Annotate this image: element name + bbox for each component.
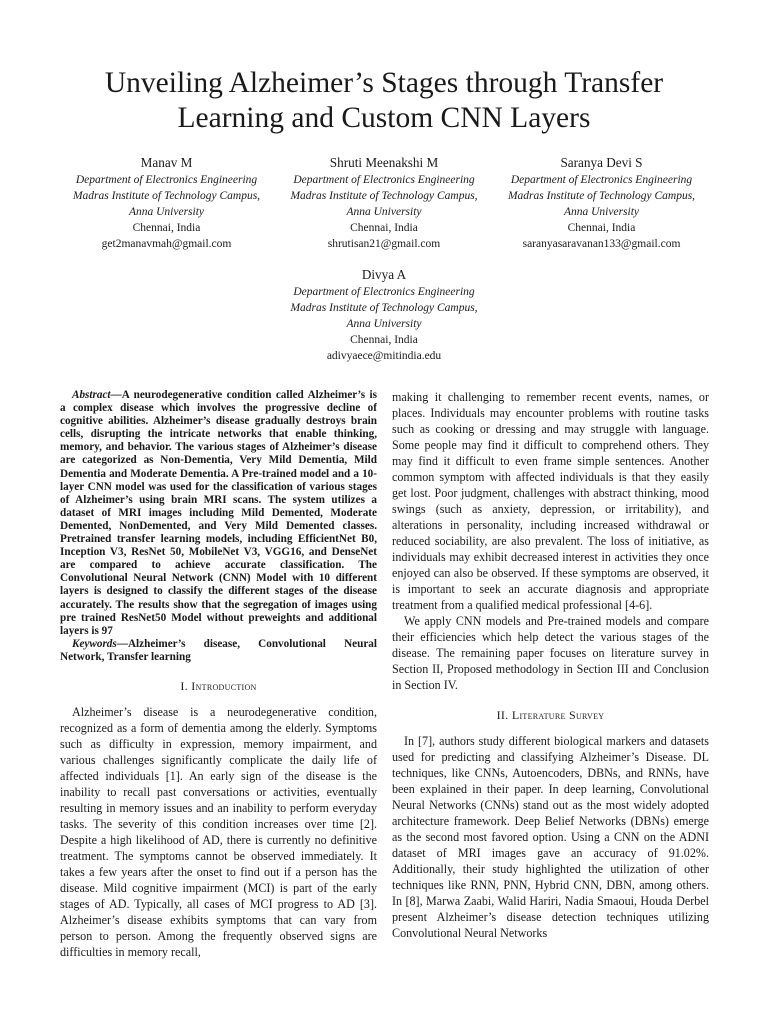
paper-title	[40, 66, 728, 136]
author-block	[58, 154, 275, 252]
author-university: Anna University	[346, 206, 422, 218]
author-block	[276, 154, 493, 252]
author-university: Anna University	[563, 206, 640, 218]
author-department: Department of Electronics Engineering	[510, 174, 693, 186]
author-name: Manav M	[140, 155, 193, 170]
author-university: Anna University	[128, 206, 205, 218]
author-institute: Madras Institute of Technology Campus,	[290, 302, 478, 314]
body-paragraph: Alzheimer’s disease is a neurodegenerative condition, recognized as a form of dementia among the elderly. Symptoms such as difficulty in expression, memory impairment, and various challenges significantly complicate the daily life of affected individuals [1]. An early sign of the disease is the inability to recall past conversations or activities, eventually resulting in memory issues and an inability to perform everyday tasks. The severity of this condition increases over time [2]. Despite a high likelihood of AD, there is currently no definitive treatment. The symptoms cannot be observed immediately. It takes a few years after the onset to find out if a person has the disease. Mild cognitive impairment (MCI) is part of the early stages of AD. Typically, all cases of MCI progress to AD [3]. Alzheimer’s disease exhibits symptoms that can vary from person to person. Among the frequently observed signs are difficulties in memory recall,	[60, 704, 377, 959]
author-email: get2manavmah@gmail.com	[101, 238, 232, 250]
author-block	[275, 266, 493, 364]
author-city: Chennai, India	[567, 222, 636, 234]
author-name: Shruti Meenakshi M	[329, 155, 439, 170]
keywords	[60, 638, 377, 664]
author-block	[493, 154, 710, 252]
keywords-text: —Alzheimer’s disease, Convolutional Neural Network, Transfer learning	[60, 637, 377, 663]
author-department: Department of Electronics Engineering	[75, 174, 258, 186]
author-institute: Madras Institute of Technology Campus,	[290, 190, 478, 202]
left-column	[60, 389, 377, 960]
section-heading	[60, 678, 377, 694]
author-name: Divya A	[361, 267, 407, 282]
abstract-label: Abstract	[72, 389, 111, 401]
author-email: adivyaece@mitindia.edu	[326, 350, 442, 362]
author-city: Chennai, India	[350, 222, 418, 234]
section-title: Literature Survey	[511, 708, 605, 722]
author-city: Chennai, India	[350, 334, 418, 346]
body-paragraph: making it challenging to remember recent events, names, or places. Individuals may encounter problems with routine tasks such as cooking or dressing and may struggle with language. Some people may find it difficult to comprehend others. They may find it difficult to even frame simple sentences. Another common symptom with affected individuals is that they easily get lost. Poor judgment, challenges with abstract thinking, mood swings (such as anxiety, depression, or irritability), and alterations in personality, including increased withdrawal or reduced sociability, are also prevalent. The loss of initiative, as individuals may exhibit decreased interest in activities they once enjoyed can also be observed. If these symptoms are observed, it is important to seek an accurate diagnosis and appropriate treatment from a qualified medical professional [4-6].	[392, 390, 709, 612]
section-number: I.	[180, 678, 192, 693]
author-email: shrutisan21@gmail.com	[327, 238, 441, 250]
title-line-2: Learning and Custom CNN Layers	[177, 102, 591, 134]
keywords-label: Keywords	[72, 637, 117, 650]
section-number: II.	[496, 708, 512, 722]
body-paragraph: In [7], authors study different biological markers and datasets used for predicting and classifying Alzheimer’s Disease. DL techniques, like CNNs, Autoencoders, DBNs, and RNNs, have been explained in their paper. In deep learning, Convolutional Neural Networks (CNNs) stand out as the most widely adopted architecture framework. Deep Belief Networks (DBNs) emerge as the second most favored option. Using a CNN on the ADNI dataset of MRI images gave an accuracy of 91.02%. Additionally, their study highlighted the utilization of other techniques like RNN, PNN, Hybrid CNN, DBN, among others. In [8], Marwa Zaabi, Walid Hariri, Nadia Smaoui, Houda Derbel present Alzheimer’s disease detection techniques utilizing Convolutional Neural Networks	[392, 734, 709, 940]
section-title: Introduction	[191, 678, 257, 693]
abstract	[60, 389, 377, 638]
author-institute: Madras Institute of Technology Campus,	[507, 190, 696, 202]
author-university: Anna University	[346, 318, 422, 330]
author-department: Department of Electronics Engineering	[293, 174, 475, 186]
author-institute: Madras Institute of Technology Campus,	[72, 190, 261, 202]
author-email: saranyasaravanan133@gmail.com	[522, 238, 681, 250]
right-column	[392, 389, 709, 941]
author-city: Chennai, India	[132, 222, 201, 234]
abstract-text: —A neurodegenerative condition called Alzheimer’s is a complex disease which involves the progressive decline of cognitive abilities. Alzheimer’s disease gradually destroys brain cells, disrupting the intricate networks that enable thinking, memory, and behavior. The various stages of Alzheimer’s disease are categorized as Non-Dementia, Very Mild Dementia, Mild Dementia and Moderate Dementia. A Pre-trained model and a 10-layer CNN model was used for the classification of various stages of Alzheimer’s using brain MRI scans. The system utilizes a dataset of MRI images including Mild Demented, Moderate Demented, NonDemented, and Very Mild Demented classes. Pretrained transfer learning models, including EfficientNet B0, Inception V3, ResNet 50, MobileNet V3, VGG16, and DenseNet are compared to achieve accurate classification. The Convolutional Neural Network (CNN) Model with 10 different layers is designed to classify the different stages of the disease accurately. The results show that the segregation of images using pre trained ResNet50 Model without preweights and additional layers is 97	[60, 389, 377, 637]
body-paragraph: We apply CNN models and Pre-trained models and compare their efficiencies which help detect the various stages of the disease. The remaining paper focuses on literature survey in Section II, Proposed methodology in Section III and Conclusion in Section IV.	[392, 614, 709, 692]
author-name: Saranya Devi S	[560, 155, 643, 170]
section-heading	[392, 707, 709, 723]
author-department: Department of Electronics Engineering	[293, 286, 475, 298]
author-row	[58, 154, 710, 252]
title-line-1: Unveiling Alzheimer’s Stages through Transfer	[104, 67, 664, 99]
